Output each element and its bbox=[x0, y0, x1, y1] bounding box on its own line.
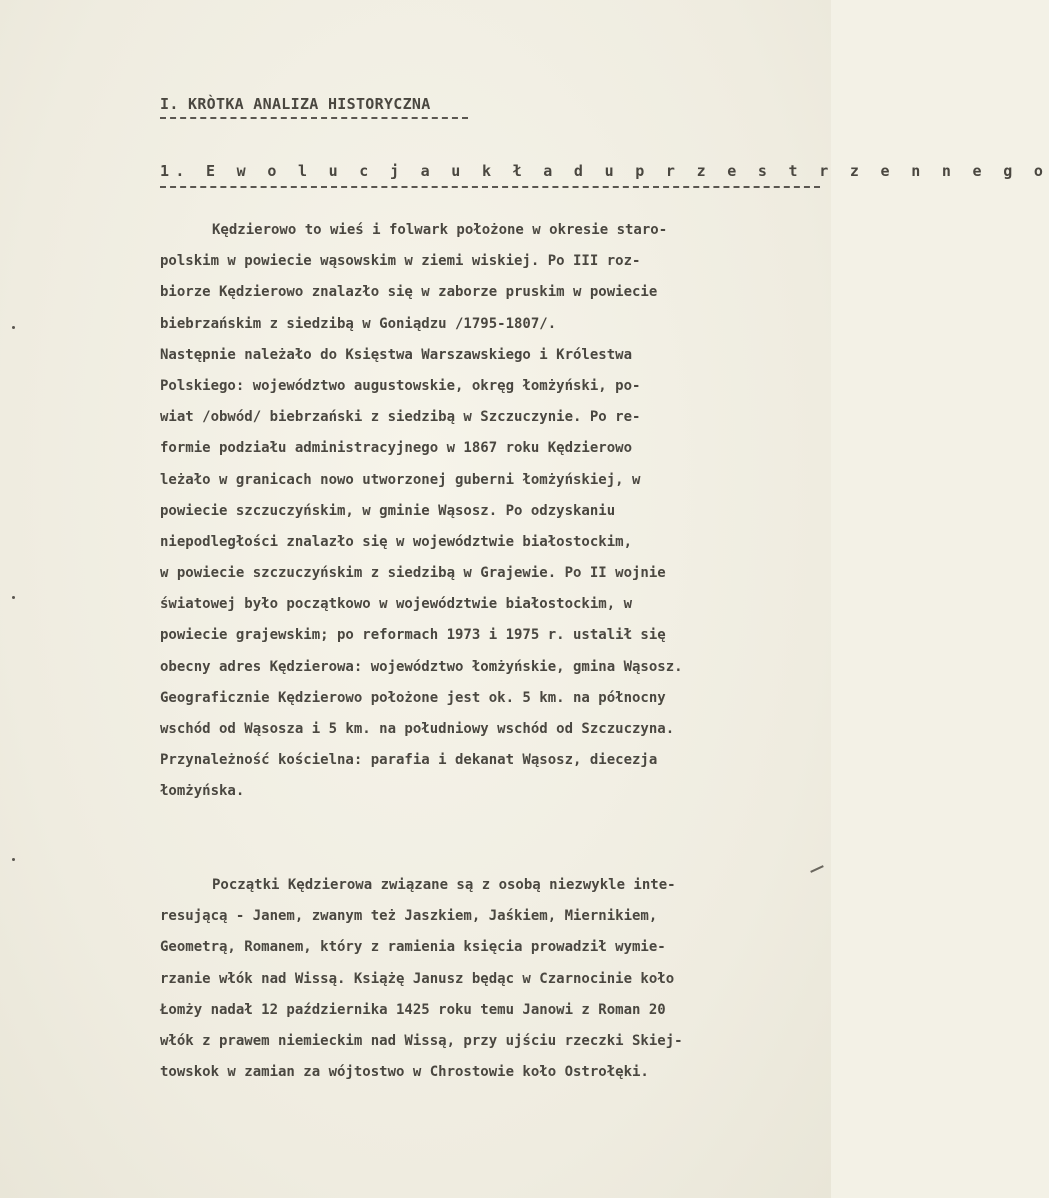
paragraph-line: leżało w granicach nowo utworzonej guberni łomżyńskiej, w bbox=[160, 471, 641, 488]
paragraph-line: resującą - Janem, zwanym też Jaszkiem, Jaśkiem, Miernikiem, bbox=[160, 908, 658, 925]
paragraph-line: polskim w powiecie wąsowskim w ziemi wiskiej. Po III roz- bbox=[160, 253, 641, 270]
paragraph-1 bbox=[160, 215, 820, 808]
paragraph-line: Polskiego: województwo augustowskie, okręg łomżyński, po- bbox=[160, 377, 641, 394]
paragraph-line: powiecie grajewskim; po reformach 1973 i 1975 r. ustalił się bbox=[160, 627, 666, 644]
paragraph-2 bbox=[160, 870, 820, 1088]
paragraph-line: Następnie należało do Księstwa Warszawskiego i Królestwa bbox=[160, 346, 633, 363]
paragraph-line: Kędzierowo to wieś i folwark położone w okresie staro- bbox=[212, 222, 668, 238]
paragraph-line: biorze Kędzierowo znalazło się w zaborze pruskim w powiecie bbox=[160, 284, 658, 301]
paragraph-line: obecny adres Kędzierowa: województwo łomżyńskie, gmina Wąsosz. bbox=[160, 658, 683, 675]
paragraph-line: Początki Kędzierowa związane są z osobą niezwykle inte- bbox=[212, 877, 676, 893]
paragraph-line: powiecie szczuczyńskim, w gminie Wąsosz. Po odzyskaniu bbox=[160, 502, 616, 519]
paragraph-line: Przynależność kościelna: parafia i dekanat Wąsosz, diecezja bbox=[160, 752, 658, 769]
paragraph-line: biebrzańskim z siedzibą w Goniądzu /1795-1807/. bbox=[160, 315, 557, 332]
paragraph-line: towskok w zamian za wójtostwo w Chrostowie koło Ostrołęki. bbox=[160, 1064, 649, 1081]
paragraph-line: Geometrą, Romanem, który z ramienia księcia prowadził wymie- bbox=[160, 939, 666, 956]
paragraph-line: niepodległości znalazło się w województwie białostockim, bbox=[160, 533, 633, 550]
paragraph-line: światowej było początkowo w województwie białostockim, w bbox=[160, 596, 633, 613]
subsection-heading-underline bbox=[160, 186, 820, 188]
paragraph-line: rzanie włók nad Wissą. Książę Janusz będąc w Czarnocinie koło bbox=[160, 970, 675, 987]
section-heading-underline bbox=[160, 117, 468, 119]
paragraph-line: łomżyńska. bbox=[160, 783, 245, 800]
paragraph-line: Łomży nadał 12 października 1425 roku temu Janowi z Roman 20 bbox=[160, 1001, 666, 1018]
paragraph-line: wschód od Wąsosza i 5 km. na południowy wschód od Szczuczyna. bbox=[160, 721, 675, 737]
paragraph-line: wiat /obwód/ biebrzański z siedzibą w Szczuczynie. Po re- bbox=[160, 409, 641, 426]
paragraph-line: formie podziału administracyjnego w 1867 roku Kędzierowo bbox=[160, 440, 633, 457]
paragraph-line: Geograficznie Kędzierowo położone jest ok. 5 km. na północny bbox=[160, 689, 666, 706]
margin-hole-mark bbox=[12, 596, 15, 599]
paragraph-line: włók z prawem niemieckim nad Wissą, przy ujściu rzeczki Skiej- bbox=[160, 1032, 683, 1049]
subsection-heading: 1. E w o l u c j a u k ł a d u p r z e s t r z e n n e g o bbox=[160, 162, 1049, 180]
section-heading: I. KRÒTKA ANALIZA HISTORYCZNA bbox=[160, 95, 431, 113]
margin-hole-mark bbox=[12, 326, 15, 329]
paragraph-line: w powiecie szczuczyńskim z siedzibą w Grajewie. Po II wojnie bbox=[160, 565, 666, 582]
margin-hole-mark bbox=[12, 858, 15, 861]
